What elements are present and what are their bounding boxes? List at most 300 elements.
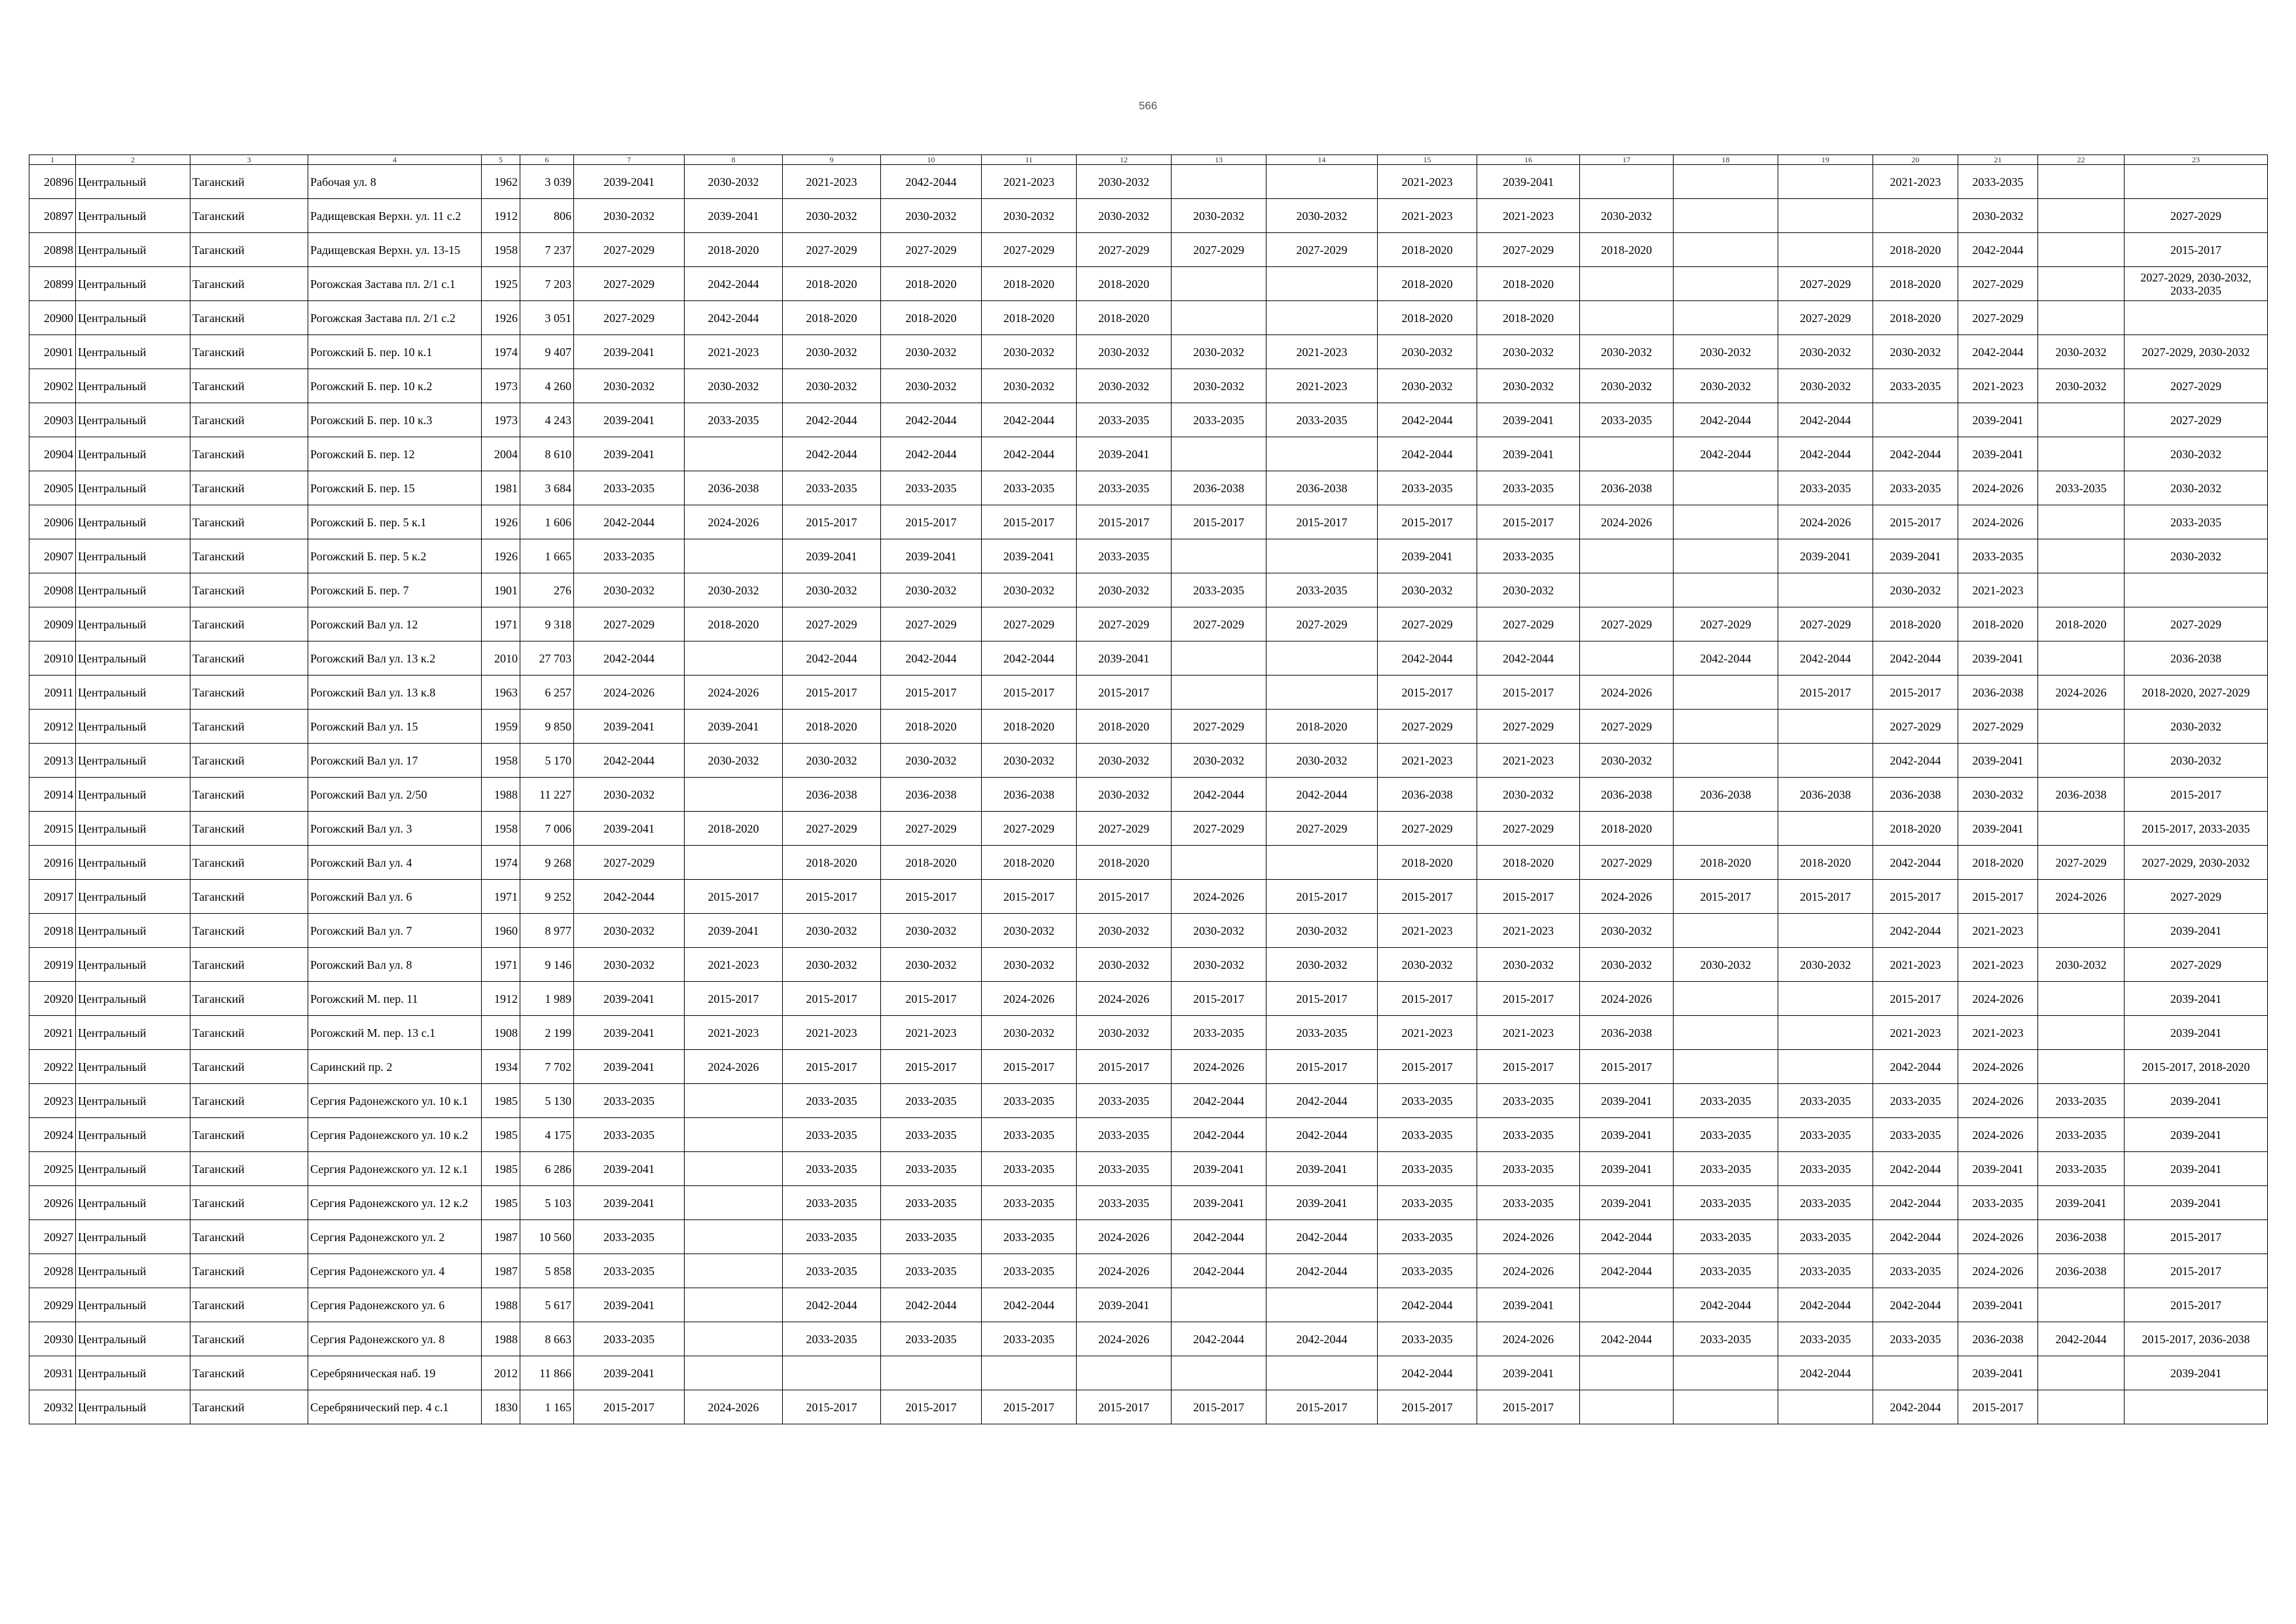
- table-cell: 2027-2029: [1378, 812, 1477, 846]
- table-cell: 2036-2038: [1580, 778, 1674, 812]
- table-cell: 2033-2035: [982, 1220, 1077, 1254]
- table-cell: 2015-2017: [881, 982, 982, 1016]
- table-cell: 2021-2023: [1958, 1016, 2038, 1050]
- table-cell: 2024-2026: [982, 982, 1077, 1016]
- table-cell: 2027-2029: [1674, 607, 1778, 641]
- table-cell: 2033-2035: [1674, 1220, 1778, 1254]
- column-number-cell: 18: [1674, 155, 1778, 165]
- table-cell: 2033-2035: [1873, 1254, 1958, 1288]
- table-cell: 2033-2035: [1266, 1016, 1378, 1050]
- table-cell: 2030-2032: [1378, 369, 1477, 403]
- table-cell: 5 103: [520, 1186, 574, 1220]
- table-cell: 2030-2032: [783, 369, 881, 403]
- table-cell: 2030-2032: [1580, 948, 1674, 982]
- table-cell: Таганский: [190, 710, 308, 744]
- table-cell: 2015-2017: [1378, 505, 1477, 539]
- table-cell: Радищевская Верхн. ул. 11 с.2: [308, 199, 482, 233]
- table-cell: Таганский: [190, 1084, 308, 1118]
- table-cell: 2036-2038: [1674, 778, 1778, 812]
- table-cell: 2039-2041: [574, 1186, 685, 1220]
- table-cell: [881, 1356, 982, 1390]
- table-cell: 2027-2029: [2125, 369, 2268, 403]
- table-cell: Центральный: [76, 914, 190, 948]
- table-cell: 2015-2017: [685, 880, 783, 914]
- table-cell: 3 039: [520, 165, 574, 199]
- table-cell: 1 606: [520, 505, 574, 539]
- table-cell: 2036-2038: [1958, 676, 2038, 710]
- table-cell: Таганский: [190, 471, 308, 505]
- table-cell: 2042-2044: [1378, 1356, 1477, 1390]
- table-cell: 1988: [482, 1322, 520, 1356]
- table-cell: 2042-2044: [1580, 1220, 1674, 1254]
- table-cell: [2038, 744, 2125, 778]
- table-cell: 2027-2029: [574, 267, 685, 301]
- table-cell: 2030-2032: [1477, 778, 1580, 812]
- table-cell: Рогожский Вал ул. 7: [308, 914, 482, 948]
- table-cell: 2042-2044: [1873, 1152, 1958, 1186]
- table-cell: 2015-2017: [1077, 880, 1172, 914]
- table-cell: 1985: [482, 1186, 520, 1220]
- table-cell: 2018-2020: [2038, 607, 2125, 641]
- table-cell: 5 130: [520, 1084, 574, 1118]
- table-cell: 2033-2035: [1477, 539, 1580, 573]
- table-cell: 2027-2029: [1873, 710, 1958, 744]
- table-cell: 2030-2032: [982, 369, 1077, 403]
- table-cell: Таганский: [190, 1390, 308, 1424]
- table-cell: 2015-2017: [1477, 1390, 1580, 1424]
- table-cell: [1266, 846, 1378, 880]
- table-cell: Таганский: [190, 744, 308, 778]
- table-cell: 2039-2041: [1778, 539, 1873, 573]
- table-cell: 2039-2041: [1958, 437, 2038, 471]
- table-cell: Центральный: [76, 880, 190, 914]
- table-cell: 2018-2020: [1378, 233, 1477, 267]
- table-cell: 2030-2032: [1674, 335, 1778, 369]
- table-cell: 2036-2038: [1778, 778, 1873, 812]
- table-cell: 2024-2026: [1477, 1254, 1580, 1288]
- table-cell: 2024-2026: [1077, 1254, 1172, 1288]
- table-cell: 2015-2017: [1873, 505, 1958, 539]
- table-cell: [1172, 539, 1266, 573]
- table-cell: Рогожский Вал ул. 3: [308, 812, 482, 846]
- table-row: [29, 812, 2268, 846]
- table-cell: 2036-2038: [2038, 1220, 2125, 1254]
- table-cell: 2027-2029: [1958, 301, 2038, 335]
- table-row: [29, 778, 2268, 812]
- table-cell: 1958: [482, 744, 520, 778]
- table-cell: [1674, 1050, 1778, 1084]
- table-cell: 2039-2041: [1266, 1152, 1378, 1186]
- table-cell: 2030-2032: [1378, 573, 1477, 607]
- table-cell: Серебрянический пер. 4 с.1: [308, 1390, 482, 1424]
- table-row: [29, 1050, 2268, 1084]
- table-cell: 2042-2044: [881, 403, 982, 437]
- table-cell: 2030-2032: [1674, 369, 1778, 403]
- table-cell: 2027-2029: [881, 607, 982, 641]
- table-cell: Таганский: [190, 233, 308, 267]
- table-cell: 2042-2044: [1873, 1220, 1958, 1254]
- table-cell: 2033-2035: [1378, 1254, 1477, 1288]
- table-cell: 2027-2029: [2125, 948, 2268, 982]
- table-cell: [2038, 573, 2125, 607]
- page-number: 566: [1138, 99, 1158, 112]
- table-cell: 2021-2023: [783, 1016, 881, 1050]
- table-cell: Центральный: [76, 1356, 190, 1390]
- column-number-row: [29, 155, 2268, 165]
- table-cell: 2033-2035: [881, 1254, 982, 1288]
- table-cell: Центральный: [76, 1220, 190, 1254]
- table-cell: 20910: [29, 641, 76, 676]
- table-cell: 2033-2035: [1477, 1186, 1580, 1220]
- table-cell: 2039-2041: [1477, 403, 1580, 437]
- table-cell: 2015-2017: [1477, 982, 1580, 1016]
- table-cell: 2039-2041: [2125, 1152, 2268, 1186]
- table-cell: 2033-2035: [881, 1186, 982, 1220]
- table-cell: 2036-2038: [982, 778, 1077, 812]
- table-cell: Рогожская Застава пл. 2/1 с.2: [308, 301, 482, 335]
- table-cell: 2027-2029: [1778, 607, 1873, 641]
- table-cell: 2030-2032: [783, 948, 881, 982]
- table-cell: 2024-2026: [1077, 1220, 1172, 1254]
- table-cell: Центральный: [76, 1016, 190, 1050]
- table-cell: 2021-2023: [1477, 1016, 1580, 1050]
- table-cell: 2015-2017: [1958, 1390, 2038, 1424]
- table-cell: 1973: [482, 403, 520, 437]
- table-cell: 2024-2026: [574, 676, 685, 710]
- table-cell: 2030-2032: [685, 165, 783, 199]
- table-cell: Рогожский Вал ул. 15: [308, 710, 482, 744]
- table-cell: 2030-2032: [685, 573, 783, 607]
- table-cell: 2042-2044: [1873, 1390, 1958, 1424]
- table-cell: Центральный: [76, 369, 190, 403]
- table-cell: 2027-2029: [1266, 233, 1378, 267]
- table-cell: 2033-2035: [1674, 1186, 1778, 1220]
- table-cell: 1830: [482, 1390, 520, 1424]
- table-cell: [2038, 1356, 2125, 1390]
- table-cell: 2015-2017, 2018-2020: [2125, 1050, 2268, 1084]
- table-cell: 2024-2026: [1958, 1254, 2038, 1288]
- table-cell: 2042-2044: [1873, 1288, 1958, 1322]
- table-cell: [1674, 1016, 1778, 1050]
- table-cell: 2039-2041: [2125, 914, 2268, 948]
- table-row: [29, 335, 2268, 369]
- table-cell: 2027-2029: [2125, 403, 2268, 437]
- table-cell: 2030-2032: [1077, 914, 1172, 948]
- table-cell: 1908: [482, 1016, 520, 1050]
- table-cell: 2030-2032: [1378, 335, 1477, 369]
- table-cell: 2018-2020: [1266, 710, 1378, 744]
- table-cell: 2042-2044: [1266, 1084, 1378, 1118]
- table-cell: 2033-2035: [574, 1254, 685, 1288]
- table-cell: 2042-2044: [1778, 1288, 1873, 1322]
- table-cell: 2039-2041: [574, 335, 685, 369]
- table-cell: 1988: [482, 778, 520, 812]
- table-cell: 2042-2044: [1172, 1322, 1266, 1356]
- table-cell: [685, 846, 783, 880]
- table-cell: 2033-2035: [1378, 1084, 1477, 1118]
- table-cell: 20909: [29, 607, 76, 641]
- table-cell: 2042-2044: [1674, 641, 1778, 676]
- table-cell: 20903: [29, 403, 76, 437]
- table-row: [29, 1356, 2268, 1390]
- table-cell: 2030-2032: [2125, 744, 2268, 778]
- table-cell: 2033-2035: [2038, 471, 2125, 505]
- table-cell: [685, 539, 783, 573]
- table-cell: 2015-2017: [1580, 1050, 1674, 1084]
- table-cell: 2039-2041: [1477, 1288, 1580, 1322]
- table-cell: Центральный: [76, 233, 190, 267]
- table-cell: Центральный: [76, 744, 190, 778]
- table-cell: 2042-2044: [1378, 641, 1477, 676]
- table-cell: 1960: [482, 914, 520, 948]
- table-cell: 2015-2017: [1266, 1390, 1378, 1424]
- table-cell: 2018-2020: [1958, 607, 2038, 641]
- table-cell: 2030-2032: [1172, 199, 1266, 233]
- table-cell: 2015-2017: [1477, 1050, 1580, 1084]
- table-cell: 2021-2023: [1378, 165, 1477, 199]
- table-cell: 2027-2029: [881, 233, 982, 267]
- table-cell: 2033-2035: [1477, 1152, 1580, 1186]
- table-cell: 2021-2023: [982, 165, 1077, 199]
- table-cell: Центральный: [76, 1186, 190, 1220]
- table-cell: 2015-2017: [1873, 676, 1958, 710]
- table-cell: 2033-2035: [1958, 539, 2038, 573]
- table-cell: Рогожский Вал ул. 12: [308, 607, 482, 641]
- table-cell: 2042-2044: [1674, 1288, 1778, 1322]
- table-cell: 2018-2020: [783, 301, 881, 335]
- table-cell: [2038, 403, 2125, 437]
- table-cell: 2027-2029: [574, 846, 685, 880]
- table-cell: Центральный: [76, 1288, 190, 1322]
- table-cell: 2027-2029: [2038, 846, 2125, 880]
- table-cell: 2030-2032: [1077, 165, 1172, 199]
- table-cell: 2033-2035: [1266, 573, 1378, 607]
- table-row: [29, 437, 2268, 471]
- table-cell: Таганский: [190, 1050, 308, 1084]
- table-cell: 2027-2029: [1477, 233, 1580, 267]
- table-cell: 2033-2035: [783, 1152, 881, 1186]
- table-row: [29, 165, 2268, 199]
- table-cell: 2027-2029: [1172, 233, 1266, 267]
- table-cell: 2030-2032: [1580, 914, 1674, 948]
- table-cell: 9 318: [520, 607, 574, 641]
- column-number-cell: 19: [1778, 155, 1873, 165]
- table-cell: 20919: [29, 948, 76, 982]
- table-cell: [1580, 301, 1674, 335]
- table-cell: 11 866: [520, 1356, 574, 1390]
- table-cell: Центральный: [76, 948, 190, 982]
- table-cell: 2039-2041: [574, 812, 685, 846]
- table-cell: 2042-2044: [1266, 1220, 1378, 1254]
- table-cell: 2039-2041: [1477, 437, 1580, 471]
- table-cell: 2039-2041: [685, 914, 783, 948]
- table-cell: [1172, 165, 1266, 199]
- table-cell: 2039-2041: [1172, 1186, 1266, 1220]
- table-cell: 2030-2032: [1778, 948, 1873, 982]
- table-cell: [1674, 710, 1778, 744]
- table-cell: 1958: [482, 812, 520, 846]
- table-cell: 2033-2035: [2038, 1084, 2125, 1118]
- table-row: [29, 607, 2268, 641]
- table-cell: Таганский: [190, 846, 308, 880]
- table-row: [29, 676, 2268, 710]
- table-cell: 2030-2032: [1580, 199, 1674, 233]
- table-cell: 2027-2029: [1266, 607, 1378, 641]
- table-cell: 2030-2032: [2125, 437, 2268, 471]
- table-cell: 2018-2020: [1873, 233, 1958, 267]
- table-cell: 2033-2035: [1674, 1254, 1778, 1288]
- table-cell: [2038, 539, 2125, 573]
- table-cell: [1778, 710, 1873, 744]
- table-cell: 2027-2029: [1477, 607, 1580, 641]
- table-cell: 2018-2020: [982, 710, 1077, 744]
- table-cell: 2036-2038: [1958, 1322, 2038, 1356]
- table-cell: [685, 1220, 783, 1254]
- table-cell: 2033-2035: [982, 1118, 1077, 1152]
- table-cell: 2024-2026: [685, 505, 783, 539]
- table-cell: [1873, 199, 1958, 233]
- table-cell: 20905: [29, 471, 76, 505]
- table-cell: 2042-2044: [783, 403, 881, 437]
- table-cell: 2039-2041: [574, 1288, 685, 1322]
- table-cell: [2125, 301, 2268, 335]
- table-cell: [2038, 301, 2125, 335]
- table-cell: 2033-2035: [1477, 471, 1580, 505]
- table-cell: 10 560: [520, 1220, 574, 1254]
- table-cell: 2030-2032: [1778, 335, 1873, 369]
- table-cell: 2042-2044: [1873, 914, 1958, 948]
- table-cell: 20921: [29, 1016, 76, 1050]
- table-cell: 2042-2044: [1477, 641, 1580, 676]
- table-cell: 2033-2035: [1778, 1118, 1873, 1152]
- table-cell: 1971: [482, 948, 520, 982]
- table-cell: 2033-2035: [574, 471, 685, 505]
- table-cell: 2030-2032: [1580, 744, 1674, 778]
- table-cell: 2021-2023: [685, 948, 783, 982]
- column-number-cell: 17: [1580, 155, 1674, 165]
- table-cell: 2027-2029: [1958, 710, 2038, 744]
- table-cell: Центральный: [76, 471, 190, 505]
- table-cell: 2015-2017: [1172, 1390, 1266, 1424]
- table-cell: 2015-2017: [2125, 1288, 2268, 1322]
- table-cell: 2018-2020: [1077, 846, 1172, 880]
- table-cell: 2042-2044: [1958, 335, 2038, 369]
- table-cell: 2024-2026: [1958, 505, 2038, 539]
- table-row: [29, 1220, 2268, 1254]
- table-cell: 20901: [29, 335, 76, 369]
- table-cell: 1926: [482, 539, 520, 573]
- table-cell: Рогожский Вал ул. 6: [308, 880, 482, 914]
- table-cell: 2027-2029, 2030-2032: [2125, 335, 2268, 369]
- table-cell: 2042-2044: [1674, 403, 1778, 437]
- table-cell: 9 407: [520, 335, 574, 369]
- table-cell: 2030-2032: [1674, 948, 1778, 982]
- table-cell: 2024-2026: [2038, 676, 2125, 710]
- table-cell: Рогожский Б. пер. 15: [308, 471, 482, 505]
- table-cell: [685, 1152, 783, 1186]
- table-cell: 7 006: [520, 812, 574, 846]
- table-cell: 2042-2044: [1778, 1356, 1873, 1390]
- table-cell: 2030-2032: [2125, 710, 2268, 744]
- table-cell: 2033-2035: [881, 1322, 982, 1356]
- table-cell: [1580, 641, 1674, 676]
- table-cell: 2015-2017: [2125, 778, 2268, 812]
- table-cell: 2036-2038: [1873, 778, 1958, 812]
- table-row: [29, 539, 2268, 573]
- table-row: [29, 471, 2268, 505]
- table-cell: 2015-2017: [1077, 1050, 1172, 1084]
- column-number-cell: 12: [1077, 155, 1172, 165]
- table-cell: [1778, 1390, 1873, 1424]
- column-number-cell: 2: [76, 155, 190, 165]
- table-cell: 2030-2032: [1580, 369, 1674, 403]
- table-cell: [1674, 199, 1778, 233]
- table-cell: 2042-2044: [881, 437, 982, 471]
- table-cell: 2039-2041: [2125, 1186, 2268, 1220]
- table-cell: 2027-2029, 2030-2032, 2033-2035: [2125, 267, 2268, 301]
- table-cell: Таганский: [190, 1322, 308, 1356]
- table-cell: 2033-2035: [982, 1322, 1077, 1356]
- table-cell: 2030-2032: [982, 744, 1077, 778]
- table-cell: 2030-2032: [1077, 744, 1172, 778]
- table-cell: 2030-2032: [1266, 914, 1378, 948]
- table-cell: 2039-2041: [574, 1016, 685, 1050]
- table-cell: 2039-2041: [685, 199, 783, 233]
- table-cell: 11 227: [520, 778, 574, 812]
- table-cell: 2 199: [520, 1016, 574, 1050]
- table-cell: 2042-2044: [881, 641, 982, 676]
- table-cell: 2015-2017: [1266, 880, 1378, 914]
- table-cell: Таганский: [190, 267, 308, 301]
- table-cell: [1873, 1356, 1958, 1390]
- table-row: [29, 403, 2268, 437]
- table-cell: 2033-2035: [1873, 1322, 1958, 1356]
- table-cell: Таганский: [190, 778, 308, 812]
- table-cell: 20924: [29, 1118, 76, 1152]
- table-cell: [2038, 233, 2125, 267]
- table-cell: 5 170: [520, 744, 574, 778]
- table-cell: 2039-2041: [2125, 1016, 2268, 1050]
- table-cell: 2024-2026: [685, 1050, 783, 1084]
- table-cell: 2033-2035: [574, 1084, 685, 1118]
- table-cell: 2024-2026: [1580, 982, 1674, 1016]
- table-cell: 2024-2026: [1580, 505, 1674, 539]
- table-cell: 2030-2032: [982, 1016, 1077, 1050]
- table-cell: [1580, 437, 1674, 471]
- table-cell: 2015-2017: [881, 880, 982, 914]
- table-cell: 2018-2020: [881, 267, 982, 301]
- table-cell: 1985: [482, 1118, 520, 1152]
- table-cell: 2004: [482, 437, 520, 471]
- table-cell: Рогожский Б. пер. 5 к.2: [308, 539, 482, 573]
- table-cell: 2030-2032: [783, 744, 881, 778]
- table-cell: 2033-2035: [783, 1118, 881, 1152]
- table-row: [29, 573, 2268, 607]
- table-cell: 2039-2041: [1580, 1118, 1674, 1152]
- table-cell: 2036-2038: [2038, 778, 2125, 812]
- table-cell: 2033-2035: [1378, 1220, 1477, 1254]
- table-cell: 2027-2029: [1580, 607, 1674, 641]
- table-cell: 2030-2032: [881, 914, 982, 948]
- table-cell: 2024-2026: [1958, 471, 2038, 505]
- table-cell: [1674, 471, 1778, 505]
- table-cell: 2021-2023: [1873, 948, 1958, 982]
- table-cell: 2015-2017: [1077, 505, 1172, 539]
- table-cell: 2030-2032: [881, 199, 982, 233]
- table-cell: 2030-2032: [881, 573, 982, 607]
- table-cell: Таганский: [190, 403, 308, 437]
- table-cell: [1266, 676, 1378, 710]
